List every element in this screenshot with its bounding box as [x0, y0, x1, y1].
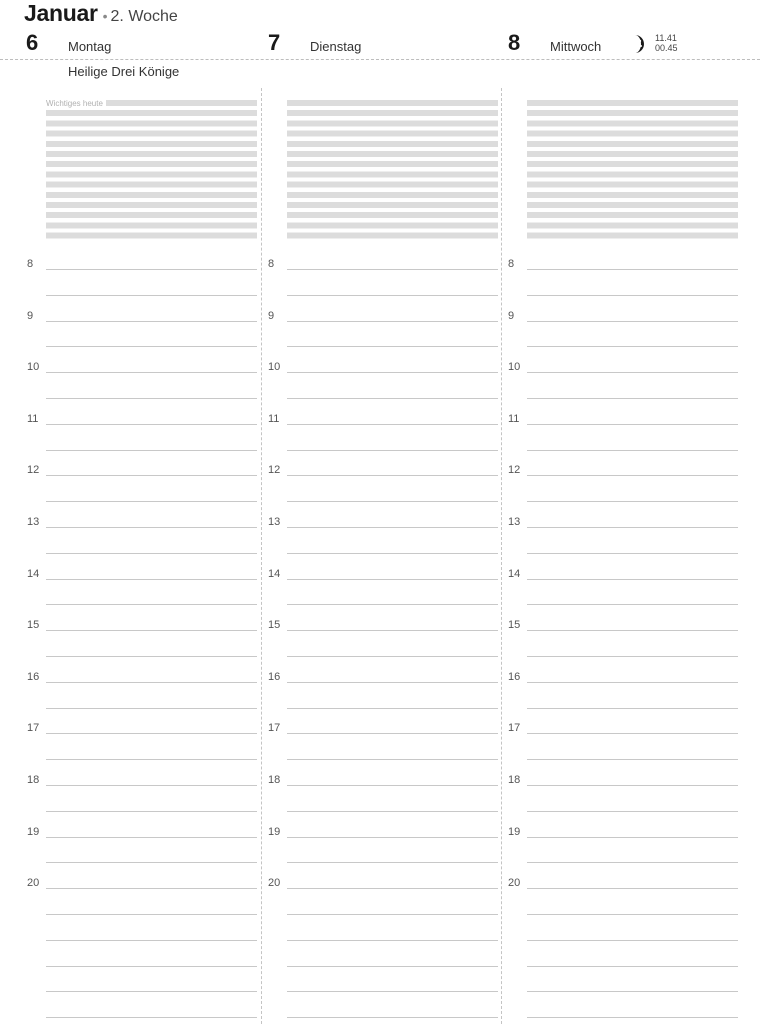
day-number: 8: [508, 30, 521, 55]
half-hour-line-tuesday[interactable]: [287, 811, 498, 812]
hour-line-tuesday[interactable]: [287, 372, 498, 373]
hour-line-monday[interactable]: [46, 837, 257, 838]
hour-label: 11: [27, 412, 39, 425]
half-hour-line-tuesday[interactable]: [287, 295, 498, 296]
hour-label: 17: [27, 722, 40, 735]
half-hour-line-tuesday[interactable]: [287, 862, 498, 863]
hour-line-wednesday[interactable]: [527, 321, 738, 322]
half-hour-line-monday[interactable]: [46, 862, 257, 863]
header-separator: •: [102, 8, 108, 24]
extra-line-monday[interactable]: [46, 991, 257, 992]
hour-label: 20: [268, 877, 281, 890]
column-divider: [501, 88, 502, 1024]
half-hour-line-wednesday[interactable]: [527, 450, 738, 451]
hour-label: 13: [508, 516, 521, 528]
day-name: Dienstag: [310, 39, 362, 54]
hour-label: 18: [268, 774, 281, 786]
half-hour-line-monday[interactable]: [46, 708, 257, 709]
hour-label: 17: [508, 722, 521, 735]
half-hour-line-tuesday[interactable]: [287, 656, 498, 657]
half-hour-line-wednesday[interactable]: [527, 914, 738, 915]
half-hour-line-wednesday[interactable]: [527, 295, 738, 296]
hour-line-tuesday[interactable]: [287, 785, 498, 786]
half-hour-line-tuesday[interactable]: [287, 759, 498, 760]
half-hour-line-wednesday[interactable]: [527, 346, 738, 347]
notes-area-monday[interactable]: [46, 100, 257, 242]
hour-label: 14: [508, 567, 521, 580]
half-hour-line-tuesday[interactable]: [287, 346, 498, 347]
hour-label: 18: [27, 774, 40, 786]
hour-label: 20: [508, 877, 521, 890]
hour-line-wednesday[interactable]: [527, 733, 738, 734]
hour-label: 15: [27, 619, 40, 632]
half-hour-line-wednesday[interactable]: [527, 553, 738, 554]
hour-label: 8: [27, 258, 34, 270]
hour-line-tuesday[interactable]: [287, 630, 498, 631]
day-number: 6: [26, 30, 39, 55]
half-hour-line-wednesday[interactable]: [527, 501, 738, 502]
hour-line-tuesday[interactable]: [287, 321, 498, 322]
moon-phase-icon: [631, 33, 647, 55]
hour-line-wednesday[interactable]: [527, 372, 738, 373]
half-hour-line-monday[interactable]: [46, 450, 257, 451]
hour-line-wednesday[interactable]: [527, 682, 738, 683]
hour-label: 8: [508, 258, 515, 270]
hour-label: 16: [508, 670, 521, 683]
hour-line-wednesday[interactable]: [527, 475, 738, 476]
half-hour-line-monday[interactable]: [46, 398, 257, 399]
hour-label: 12: [268, 464, 281, 477]
notes-label: Wichtiges heute: [46, 99, 106, 108]
half-hour-line-tuesday[interactable]: [287, 398, 498, 399]
half-hour-line-tuesday[interactable]: [287, 553, 498, 554]
extra-line-wednesday[interactable]: [527, 940, 738, 941]
extra-line-tuesday[interactable]: [287, 940, 498, 941]
notes-area-wednesday[interactable]: [527, 100, 738, 242]
extra-line-tuesday[interactable]: [287, 1017, 498, 1018]
hour-line-monday[interactable]: [46, 630, 257, 631]
hour-label: 13: [268, 516, 281, 528]
half-hour-line-wednesday[interactable]: [527, 604, 738, 605]
column-divider: [261, 88, 262, 1024]
moon-times: [655, 33, 678, 53]
hour-label: 13: [27, 516, 40, 528]
extra-line-monday[interactable]: [46, 940, 257, 941]
hour-label: 12: [508, 464, 521, 477]
hour-line-wednesday[interactable]: [527, 888, 738, 889]
hour-label: 16: [27, 670, 40, 683]
hour-label: 15: [508, 619, 521, 632]
hour-line-wednesday[interactable]: [527, 630, 738, 631]
hour-label: 8: [268, 258, 275, 270]
hour-line-wednesday[interactable]: [527, 424, 738, 425]
hour-label: 19: [27, 825, 40, 838]
extra-line-wednesday[interactable]: [527, 1017, 738, 1018]
holiday-label: Heilige Drei Könige: [68, 64, 180, 79]
week-label: 2. Woche: [110, 8, 178, 25]
hour-line-tuesday[interactable]: [287, 682, 498, 683]
hour-line-wednesday[interactable]: [527, 837, 738, 838]
half-hour-line-wednesday[interactable]: [527, 811, 738, 812]
hour-line-wednesday[interactable]: [527, 527, 738, 528]
half-hour-line-monday[interactable]: [46, 759, 257, 760]
hour-label: 11: [268, 412, 280, 425]
extra-line-tuesday[interactable]: [287, 966, 498, 967]
hour-line-tuesday[interactable]: [287, 475, 498, 476]
half-hour-line-monday[interactable]: [46, 346, 257, 347]
moon-rise-time: 11.41: [655, 33, 677, 43]
day-name: Montag: [68, 39, 112, 54]
hour-label: 9: [268, 309, 275, 322]
half-hour-line-wednesday[interactable]: [527, 398, 738, 399]
half-hour-line-monday[interactable]: [46, 501, 257, 502]
hour-label: 11: [508, 412, 520, 425]
hour-line-wednesday[interactable]: [527, 269, 738, 270]
notes-area-tuesday[interactable]: [287, 100, 498, 242]
hour-line-monday[interactable]: [46, 682, 257, 683]
page-header: [24, 0, 178, 28]
hour-line-monday[interactable]: [46, 888, 257, 889]
hour-line-tuesday[interactable]: [287, 579, 498, 580]
hour-label: 17: [268, 722, 281, 735]
hour-label: 20: [27, 877, 40, 890]
half-hour-line-tuesday[interactable]: [287, 914, 498, 915]
hour-line-monday[interactable]: [46, 579, 257, 580]
hour-label: 19: [508, 825, 521, 838]
month-title: Januar: [24, 0, 98, 26]
hour-line-monday[interactable]: [46, 372, 257, 373]
half-hour-line-monday[interactable]: [46, 656, 257, 657]
hour-label: 16: [268, 670, 281, 683]
hour-label: 18: [508, 774, 521, 786]
hour-label: 15: [268, 619, 281, 632]
hour-label: 10: [268, 361, 281, 374]
hour-line-monday[interactable]: [46, 527, 257, 528]
day-name: Mittwoch: [550, 39, 602, 54]
hour-label: 12: [27, 464, 40, 477]
day-number: 7: [268, 30, 281, 55]
half-hour-line-tuesday[interactable]: [287, 708, 498, 709]
extra-line-wednesday[interactable]: [527, 991, 738, 992]
hour-label: 10: [508, 361, 521, 374]
hour-label: 14: [268, 567, 281, 580]
half-hour-line-wednesday[interactable]: [527, 862, 738, 863]
half-hour-line-tuesday[interactable]: [287, 450, 498, 451]
half-hour-line-tuesday[interactable]: [287, 604, 498, 605]
hour-line-tuesday[interactable]: [287, 733, 498, 734]
half-hour-line-tuesday[interactable]: [287, 501, 498, 502]
hour-label: 9: [27, 309, 34, 322]
header-divider: [0, 59, 760, 60]
half-hour-line-monday[interactable]: [46, 604, 257, 605]
hour-line-wednesday[interactable]: [527, 785, 738, 786]
extra-line-wednesday[interactable]: [527, 966, 738, 967]
half-hour-line-wednesday[interactable]: [527, 759, 738, 760]
hour-label: 9: [508, 309, 515, 322]
hour-line-monday[interactable]: [46, 733, 257, 734]
hour-label: 14: [27, 567, 40, 580]
hour-line-monday[interactable]: [46, 424, 257, 425]
half-hour-line-monday[interactable]: [46, 295, 257, 296]
half-hour-line-monday[interactable]: [46, 553, 257, 554]
half-hour-line-wednesday[interactable]: [527, 656, 738, 657]
hour-line-monday[interactable]: [46, 475, 257, 476]
hour-line-tuesday[interactable]: [287, 527, 498, 528]
hour-line-tuesday[interactable]: [287, 269, 498, 270]
half-hour-line-monday[interactable]: [46, 914, 257, 915]
hour-line-monday[interactable]: [46, 269, 257, 270]
hour-line-wednesday[interactable]: [527, 579, 738, 580]
half-hour-line-wednesday[interactable]: [527, 708, 738, 709]
hour-label: 19: [268, 825, 281, 838]
hour-label: 10: [27, 361, 40, 374]
hour-line-tuesday[interactable]: [287, 888, 498, 889]
half-hour-line-monday[interactable]: [46, 811, 257, 812]
hour-line-monday[interactable]: [46, 321, 257, 322]
hour-line-tuesday[interactable]: [287, 837, 498, 838]
extra-line-monday[interactable]: [46, 966, 257, 967]
extra-line-monday[interactable]: [46, 1017, 257, 1018]
extra-line-tuesday[interactable]: [287, 991, 498, 992]
hour-line-tuesday[interactable]: [287, 424, 498, 425]
hour-line-monday[interactable]: [46, 785, 257, 786]
moon-set-time: 00.45: [655, 43, 678, 53]
